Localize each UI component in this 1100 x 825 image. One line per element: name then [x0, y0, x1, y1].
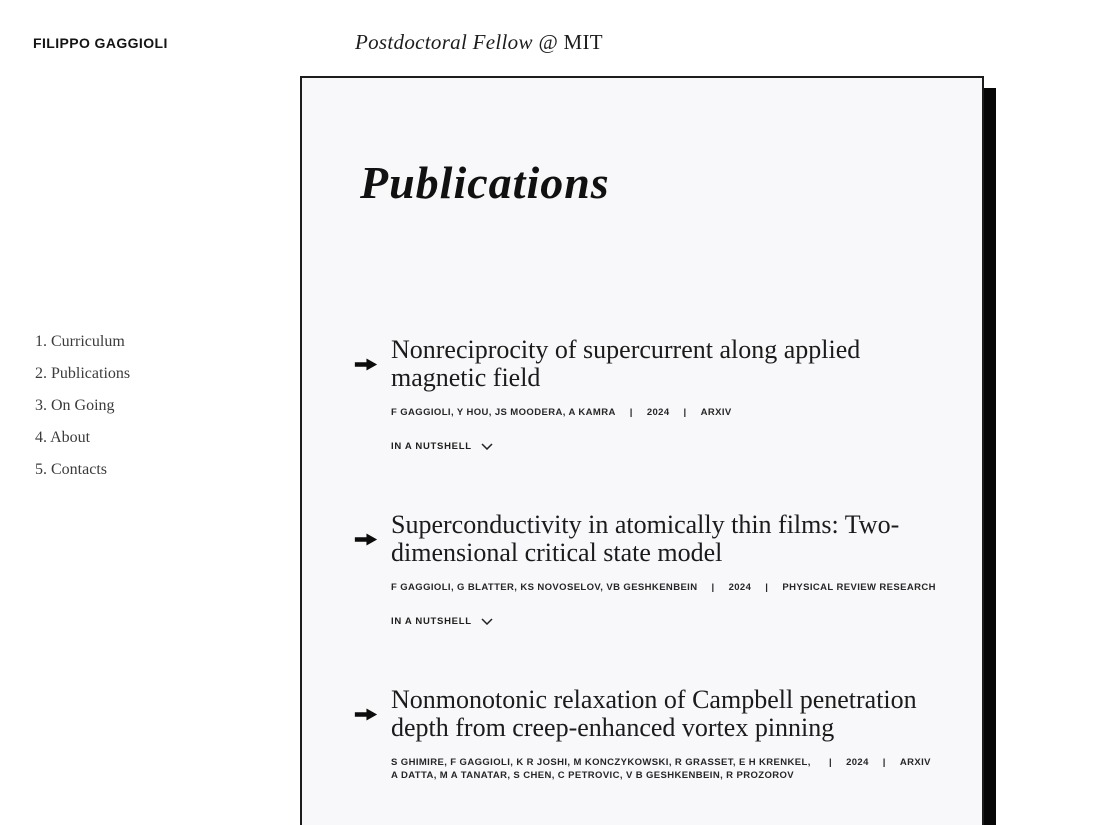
publication-venue: ARXIV [899, 757, 931, 768]
publication-title[interactable]: Nonreciprocity of supercurrent along applied magnetic field [391, 335, 861, 392]
publication-authors: F GAGGIOLI, Y HOU, JS MOODERA, A KAMRA [391, 407, 616, 418]
separator: | [683, 407, 687, 418]
publication-venue: PHYSICAL REVIEW RESEARCH [782, 582, 936, 593]
sidebar-item-publications[interactable]: 2. Publications [35, 365, 131, 382]
publication-item [354, 511, 946, 628]
publication-authors: S GHIMIRE, F GAGGIOLI, K R JOSHI, M KONCZYKOWSKI, R GRASSET, E H KRENKEL, A DATTA, M A TANATAR, S CHEN, C PETROVIC, V B GESHKENBEIN, R PROZOROV [391, 757, 811, 781]
publication-meta [391, 581, 946, 594]
publication-body [391, 686, 946, 782]
arrow-right-icon [354, 511, 391, 628]
publication-venue: ARXIV [700, 407, 732, 418]
publication-year: 2024 [728, 582, 752, 593]
site-subtitle [355, 28, 603, 56]
separator: | [765, 582, 769, 593]
separator: | [629, 407, 633, 418]
publication-body [391, 336, 946, 453]
nutshell-label: IN A NUTSHELL [391, 441, 472, 452]
publication-meta [391, 756, 946, 782]
publication-meta [391, 406, 946, 419]
chevron-down-icon [481, 443, 493, 450]
publication-title[interactable]: Superconductivity in atomically thin films: Two-dimensional critical state model [391, 510, 900, 567]
sidebar-item-curriculum[interactable]: 1. Curriculum [35, 333, 125, 350]
sidebar-nav [35, 332, 130, 492]
separator: | [829, 757, 833, 768]
sidebar-item-about[interactable]: 4. About [35, 429, 91, 446]
arrow-right-icon [354, 336, 391, 453]
publication-year: 2024 [846, 757, 869, 768]
subtitle-org: MIT [563, 30, 603, 54]
nutshell-toggle[interactable] [391, 615, 946, 628]
sidebar-item-ongoing[interactable]: 3. On Going [35, 397, 115, 414]
separator: | [882, 757, 886, 768]
nutshell-toggle[interactable] [391, 440, 946, 453]
subtitle-role: Postdoctoral Fellow @ [355, 30, 564, 54]
arrow-right-icon [354, 686, 391, 782]
publication-body [391, 511, 946, 628]
publication-item [354, 336, 946, 453]
publication-item [354, 686, 946, 782]
nutshell-label: IN A NUTSHELL [391, 616, 472, 627]
chevron-down-icon [481, 618, 493, 625]
panel-drop-shadow [984, 88, 996, 825]
publication-authors: F GAGGIOLI, G BLATTER, KS NOVOSELOV, VB GESHKENBEIN [391, 582, 698, 593]
separator: | [711, 582, 715, 593]
publication-title[interactable]: Nonmonotonic relaxation of Campbell penetration depth from creep-enhanced vortex pinning [391, 685, 917, 742]
site-owner-name[interactable]: FILIPPO GAGGIOLI [33, 35, 168, 51]
publications-panel [300, 76, 984, 825]
page-title: Publications [360, 157, 610, 208]
publication-year: 2024 [646, 407, 670, 418]
sidebar-item-contacts[interactable]: 5. Contacts [35, 461, 107, 478]
